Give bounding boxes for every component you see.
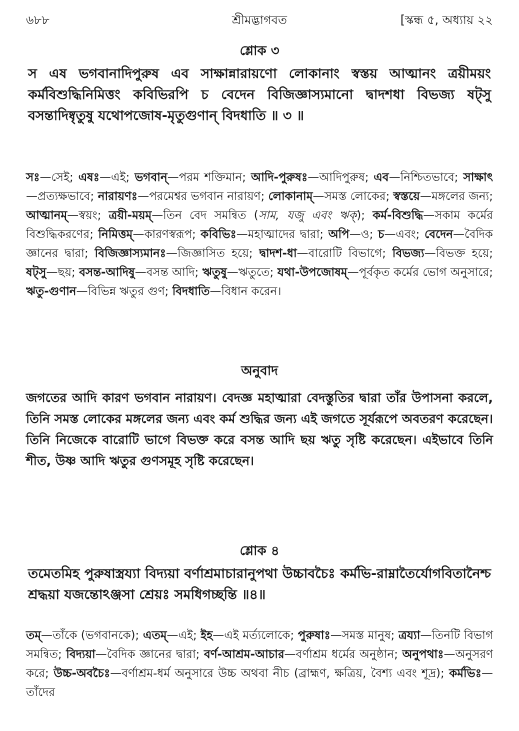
verse-4-heading: শ্লোক ৪ xyxy=(239,544,280,559)
verse-4-text: তমেতমিহ পুরুষাস্ত্রয্যা বিদ্যয়া বর্ণাশ্রমাচারানুপথা উচ্চাবচৈঃ কর্মভি-রাম্নাতৈর্যোগবিতানৈশ্চ শ্রদ্ধয়া যজন্তোঽঞ্জসা শ্রেয়ঃ সমধিগচ্ছন্তি ॥৪॥ xyxy=(28,566,491,603)
chapter-reference: [স্কন্ধ ৫, অধ্যায় ২২ xyxy=(400,13,493,27)
translation-heading: অনুবাদ xyxy=(241,364,278,379)
running-header xyxy=(26,0,493,30)
verse-3-text: স এষ ভগবানাদিপুরুষ এব সাক্ষান্নারায়ণো লোকানাং স্বস্তয় আত্মানং ত্রয়ীময়ং কর্মবিশুদ্ধিনিমিত্তং কবিভিরপি চ বেদেন বিজিজ্ঞাস্যমানো দ্বাদশধা বিভজ্য ষট্সু বসন্তাদিষ্বৃতুষু যথোপজোষ-মৃতুগুণান্ বিদধাতি ॥ ৩ ॥ xyxy=(28,66,491,124)
book-title: শ্রীমদ্ভাগবত xyxy=(231,13,287,27)
translation-text: জগতের আদি কারণ ভগবান নারায়ণ। বেদজ্ঞ মহাত্মারা বেদস্তুতির দ্বারা তাঁর উপাসনা করলে, তিনি সমস্ত লোকের মঙ্গলের জন্য এবং কর্ম শুদ্ধির জন্য এই জগতে সূর্যরূপে অবতরণ করেছেন। তিনি নিজেকে বারোটি ভাগে বিভক্ত করে বসন্ত আদি ছয় ঋতু সৃষ্টি করেছেন। এইভাবে তিনি শীত, উষ্ণ আদি ঋতুর গুণসমূহ সৃষ্টি করেছেন। xyxy=(26,390,493,468)
verse-3-heading: শ্লোক ৩ xyxy=(239,44,280,59)
verse-3-synonyms: সঃ—সেই; এষঃ—এই; ভগবান্—পরম শক্তিমান; আদি-পুরুষঃ—আদিপুরুষ; এব—নিশ্চিতভাবে; সাক্ষাৎ—প্রত্যক্ষভাবে; নারায়ণঃ—পরমেশ্বর ভগবান নারায়ণ; লোকানাম্—সমস্ত লোকের; স্বস্তয়ে—মঙ্গলের জন্য; আত্মানম্—স্বয়ং; ত্রয়ী-ময়ম্—তিন বেদ সমন্বিত (সাম, যজু এবং ঋক্); কর্ম-বিশুদ্ধি—সকাম কর্মের বিশুদ্ধিকরণের; নিমিত্তম্—কারণস্বরূপ; কবিভিঃ—মহাত্মাদের দ্বারা; অপি—ও; চ—এবং; বেদেন—বৈদিক জ্ঞানের দ্বারা; বিজিজ্ঞাস্যমানঃ—জিজ্ঞাসিত হয়ে; দ্বাদশ-ধা—বারোটি বিভাগে; বিভজ্য—বিভক্ত হয়ে; ষট্সু—ছয়; বসন্ত-আদিষু—বসন্ত আদি; ঋতুষু—ঋতুতে; যথা-উপজোষম্—পূর্বকৃত কর্মের ভোগ অনুসারে; ঋতু-গুণান—বিভিন্ন ঋতুর গুণ; বিদধাতি—বিধান করেন। xyxy=(26,170,494,298)
verse-4-synonyms: তম্—তাঁকে (ভগবানকে); এতম্—এই; ইহ—এই মর্ত্যলোকে; পুরুষাঃ—সমস্ত মানুষ; ত্রয্যা—তিনটি বিভাগ সমন্বিত; বিদ্যয়া—বৈদিক জ্ঞানের দ্বারা; বর্ণ-আশ্রম-আচার—বর্ণাশ্রম ধর্মের অনুষ্ঠান; অনুপথাঃ—অনুসরণ করে; উচ্চ-অবচৈঃ—বর্ণাশ্রম-ধর্ম অনুসারে উচ্চ অথবা নীচ (ব্রাহ্মণ, ক্ষত্রিয়, বৈশ্য এবং শূদ্র); কর্মভিঃ—তাঁদের xyxy=(26,628,493,699)
page-number: ৬৮৮ xyxy=(26,13,50,27)
